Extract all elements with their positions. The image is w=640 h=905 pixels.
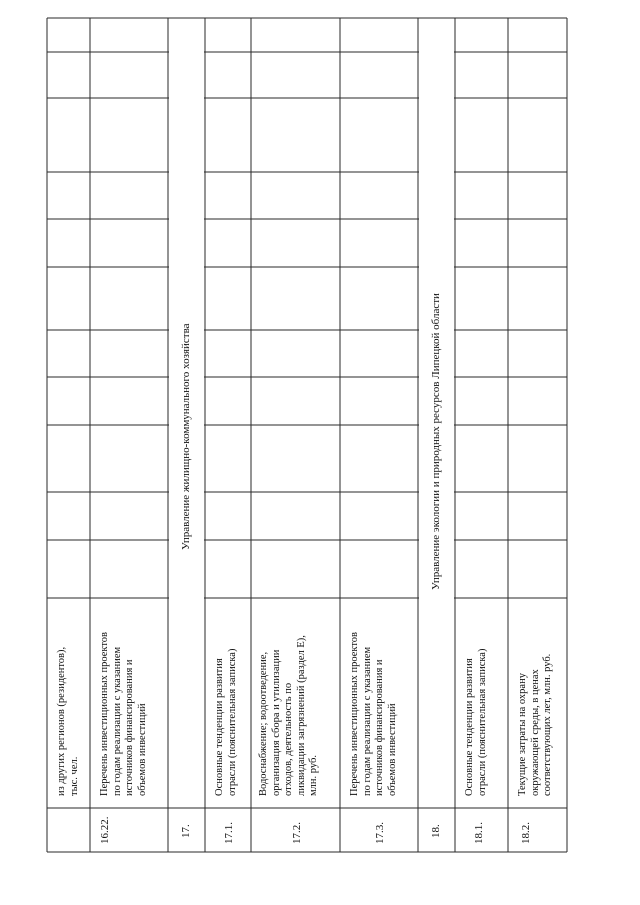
row-number: 17.1. — [223, 822, 235, 844]
description-line: Текущие затраты на охрану — [517, 673, 528, 796]
description-line: Основные тенденции развития — [464, 658, 475, 796]
row-description — [464, 649, 489, 796]
description-line: из других регионов (резидентов), — [56, 646, 67, 796]
description-line: Перечень инвестиционных проектов — [99, 632, 110, 796]
description-line: объемов инвестиций — [386, 703, 398, 796]
description-line: млн. руб. — [308, 755, 319, 796]
description-line: Водоснабжение; водоотведение, — [258, 651, 269, 796]
row-number: 18.1. — [473, 822, 485, 844]
section-number: 18. — [430, 824, 442, 838]
row-number: 16.22. — [99, 816, 111, 844]
description-line: тыс. чел. — [68, 756, 80, 796]
section-title: Управление экологии и природных ресурсов Липецкой области — [430, 293, 442, 590]
row-number: 18.2. — [520, 822, 532, 844]
description-line: Перечень инвестиционных проектов — [349, 632, 360, 796]
row-number: 17.2. — [291, 822, 303, 844]
description-line: отходов, деятельность по — [283, 682, 294, 796]
row-description — [99, 632, 149, 796]
row-number: 17.3. — [374, 822, 386, 844]
row-description — [214, 649, 239, 796]
description-line: объемов инвестиций — [136, 703, 148, 796]
description-line: отрасли (пояснительная записка) — [226, 648, 238, 796]
row-description — [56, 647, 81, 796]
section-number: 17. — [180, 824, 192, 838]
row-description — [517, 654, 555, 796]
description-line: по годам реализации с указанием — [361, 646, 373, 796]
row-description — [258, 635, 321, 796]
description-line: Основные тенденции развития — [214, 658, 225, 796]
description-line: ликвидации загрязнений (раздел Е), — [295, 635, 307, 796]
section-title: Управление жилищно-коммунального хозяйства — [180, 323, 192, 550]
row-description — [349, 632, 399, 796]
description-line: источников финансирования и — [124, 659, 135, 796]
description-line: соответствующих лет, млн. руб. — [542, 653, 553, 796]
description-line: по годам реализации с указанием — [111, 646, 123, 796]
description-line: отрасли (пояснительная записка) — [476, 648, 488, 796]
description-line: источников финансирования и — [374, 659, 385, 796]
description-line: окружающей среды, в ценах — [529, 669, 541, 796]
description-line: организация сбора и утилизации — [270, 649, 282, 796]
